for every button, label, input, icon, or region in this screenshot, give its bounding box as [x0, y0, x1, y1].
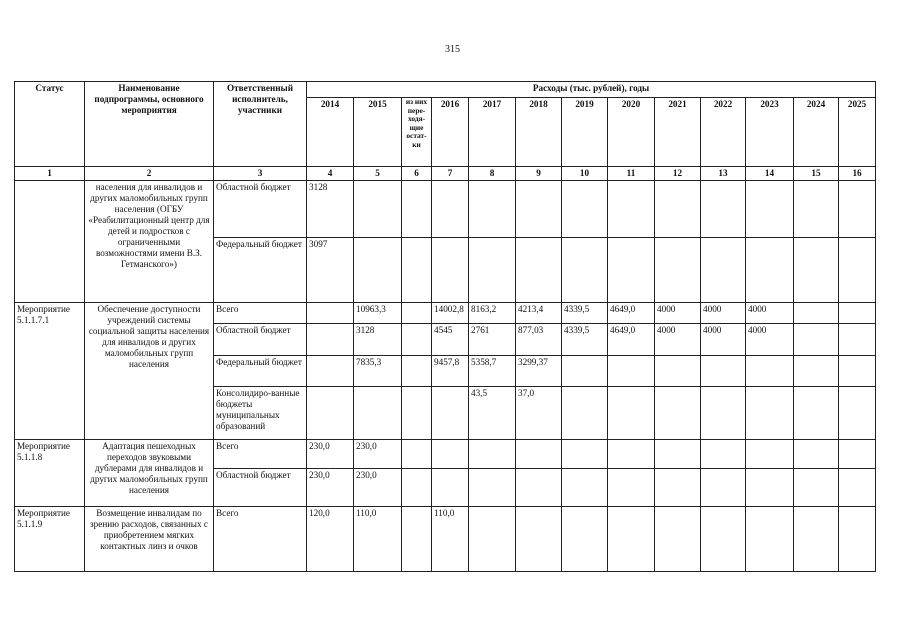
- value-cell: [562, 507, 608, 572]
- value-cell: [839, 324, 876, 356]
- value-cell: [701, 238, 746, 303]
- value-cell: 8163,2: [469, 303, 516, 324]
- value-cell: [746, 238, 794, 303]
- column-number: 2: [85, 167, 214, 181]
- value-cell: 4545: [432, 324, 469, 356]
- value-cell: 4213,4: [516, 303, 562, 324]
- activity-name-cell: Обеспечение доступности учреждений системы социальной защиты населения для инвалидов и других маломобильных групп населения: [85, 303, 214, 440]
- value-cell: 4339,5: [562, 324, 608, 356]
- value-cell: [516, 469, 562, 507]
- value-cell: [794, 387, 839, 440]
- value-cell: [402, 356, 432, 387]
- value-cell: [562, 469, 608, 507]
- participant-cell: Федеральный бюджет: [214, 356, 307, 387]
- value-cell: 3097: [307, 238, 354, 303]
- column-number: 3: [214, 167, 307, 181]
- value-cell: [655, 507, 701, 572]
- value-cell: [469, 469, 516, 507]
- value-cell: [562, 356, 608, 387]
- value-cell: 3299,37: [516, 356, 562, 387]
- value-cell: [402, 181, 432, 238]
- value-cell: [746, 356, 794, 387]
- value-cell: 43,5: [469, 387, 516, 440]
- value-cell: [402, 324, 432, 356]
- value-cell: 10963,3: [354, 303, 402, 324]
- value-cell: [839, 303, 876, 324]
- header-year: 2025: [839, 98, 876, 167]
- table-row: [15, 507, 876, 572]
- column-number: 11: [608, 167, 655, 181]
- value-cell: 2761: [469, 324, 516, 356]
- value-cell: [608, 469, 655, 507]
- column-number: 12: [655, 167, 701, 181]
- value-cell: [839, 440, 876, 469]
- value-cell: 5358,7: [469, 356, 516, 387]
- participant-cell: Областной бюджет: [214, 324, 307, 356]
- value-cell: [839, 507, 876, 572]
- value-cell: [402, 507, 432, 572]
- column-number: 13: [701, 167, 746, 181]
- header-year: 2014: [307, 98, 354, 167]
- status-cell: [15, 181, 85, 303]
- value-cell: [839, 238, 876, 303]
- value-cell: [701, 440, 746, 469]
- value-cell: [354, 387, 402, 440]
- participant-cell: Консолидиро-ванные бюджеты муниципальных образований: [214, 387, 307, 440]
- value-cell: [608, 238, 655, 303]
- column-number: 6: [402, 167, 432, 181]
- value-cell: [839, 469, 876, 507]
- value-cell: [839, 181, 876, 238]
- value-cell: [562, 181, 608, 238]
- value-cell: 110,0: [432, 507, 469, 572]
- value-cell: [701, 387, 746, 440]
- value-cell: [608, 356, 655, 387]
- value-cell: [469, 507, 516, 572]
- value-cell: [794, 356, 839, 387]
- value-cell: [469, 181, 516, 238]
- value-cell: [562, 238, 608, 303]
- column-number: 7: [432, 167, 469, 181]
- column-number: 8: [469, 167, 516, 181]
- table-row: [15, 440, 876, 469]
- budget-table: [14, 81, 876, 572]
- column-number: 14: [746, 167, 794, 181]
- header-year: 2023: [746, 98, 794, 167]
- column-number: 10: [562, 167, 608, 181]
- value-cell: [402, 440, 432, 469]
- value-cell: [608, 440, 655, 469]
- value-cell: [839, 387, 876, 440]
- value-cell: [746, 440, 794, 469]
- value-cell: 4000: [701, 303, 746, 324]
- value-cell: 4649,0: [608, 303, 655, 324]
- value-cell: 37,0: [516, 387, 562, 440]
- value-cell: 9457,8: [432, 356, 469, 387]
- header-year: 2018: [516, 98, 562, 167]
- value-cell: [655, 181, 701, 238]
- value-cell: [794, 181, 839, 238]
- value-cell: 877,03: [516, 324, 562, 356]
- table-row: [15, 303, 876, 324]
- value-cell: [307, 356, 354, 387]
- status-cell: Мероприятие 5.1.1.7.1: [15, 303, 85, 440]
- value-cell: [794, 324, 839, 356]
- value-cell: [701, 469, 746, 507]
- participant-cell: Областной бюджет: [214, 469, 307, 507]
- header-expenses: Расходы (тыс. рублей), годы: [307, 82, 876, 98]
- value-cell: [402, 238, 432, 303]
- value-cell: [516, 440, 562, 469]
- table-row: [15, 181, 876, 238]
- participant-cell: Федеральный бюджет: [214, 238, 307, 303]
- value-cell: [655, 469, 701, 507]
- value-cell: [354, 238, 402, 303]
- value-cell: 4000: [655, 324, 701, 356]
- value-cell: 230,0: [307, 469, 354, 507]
- status-cell: Мероприятие 5.1.1.8: [15, 440, 85, 507]
- activity-name-cell: населения для инвалидов и других маломобильных групп населения (ОГБУ «Реабилитационный центр для детей и подростков с ограниченными возможностями имени В.З. Гетманского»): [85, 181, 214, 303]
- header-year: 2022: [701, 98, 746, 167]
- value-cell: [794, 469, 839, 507]
- value-cell: [469, 238, 516, 303]
- value-cell: 4000: [746, 303, 794, 324]
- header-year: 2020: [608, 98, 655, 167]
- value-cell: [307, 324, 354, 356]
- value-cell: [701, 356, 746, 387]
- value-cell: 4000: [655, 303, 701, 324]
- participant-cell: Всего: [214, 507, 307, 572]
- header-year: 2021: [655, 98, 701, 167]
- value-cell: 4000: [746, 324, 794, 356]
- participant-cell: Всего: [214, 303, 307, 324]
- value-cell: [608, 181, 655, 238]
- value-cell: [432, 387, 469, 440]
- value-cell: 4339,5: [562, 303, 608, 324]
- value-cell: [746, 181, 794, 238]
- column-number: 16: [839, 167, 876, 181]
- value-cell: [402, 303, 432, 324]
- value-cell: [794, 303, 839, 324]
- value-cell: [746, 469, 794, 507]
- value-cell: [307, 387, 354, 440]
- value-cell: 120,0: [307, 507, 354, 572]
- value-cell: [432, 469, 469, 507]
- column-number: 4: [307, 167, 354, 181]
- header-year: 2017: [469, 98, 516, 167]
- value-cell: [516, 507, 562, 572]
- value-cell: [655, 440, 701, 469]
- value-cell: [562, 387, 608, 440]
- column-number: 5: [354, 167, 402, 181]
- value-cell: [516, 238, 562, 303]
- value-cell: 4000: [701, 324, 746, 356]
- header-responsible: Ответственный исполнитель, участники: [214, 82, 307, 167]
- header-year: 2015: [354, 98, 402, 167]
- value-cell: 4649,0: [608, 324, 655, 356]
- value-cell: [655, 238, 701, 303]
- header-year: 2016: [432, 98, 469, 167]
- value-cell: [655, 387, 701, 440]
- value-cell: [746, 387, 794, 440]
- value-cell: [354, 181, 402, 238]
- activity-name-cell: Возмещение инвалидам по зрению расходов, связанных с приобретением мягких контактных линз и очков: [85, 507, 214, 572]
- value-cell: 3128: [307, 181, 354, 238]
- value-cell: [746, 507, 794, 572]
- value-cell: [469, 440, 516, 469]
- value-cell: [516, 181, 562, 238]
- value-cell: [794, 238, 839, 303]
- value-cell: [701, 181, 746, 238]
- column-number: 1: [15, 167, 85, 181]
- participant-cell: Всего: [214, 440, 307, 469]
- header-status: Статус: [15, 82, 85, 167]
- value-cell: 230,0: [354, 469, 402, 507]
- participant-cell: Областной бюджет: [214, 181, 307, 238]
- value-cell: [307, 303, 354, 324]
- value-cell: 14002,8: [432, 303, 469, 324]
- value-cell: 110,0: [354, 507, 402, 572]
- value-cell: 3128: [354, 324, 402, 356]
- value-cell: 7835,3: [354, 356, 402, 387]
- value-cell: [402, 469, 432, 507]
- value-cell: [839, 356, 876, 387]
- value-cell: [794, 440, 839, 469]
- header-name: Наименование подпрограммы, основного мероприятия: [85, 82, 214, 167]
- status-cell: Мероприятие 5.1.1.9: [15, 507, 85, 572]
- value-cell: [701, 507, 746, 572]
- value-cell: 230,0: [354, 440, 402, 469]
- value-cell: [432, 181, 469, 238]
- page-number: 315: [445, 44, 460, 55]
- value-cell: 230,0: [307, 440, 354, 469]
- header-year: из них пере-ходя-щие остат-ки: [402, 98, 432, 167]
- column-number: 15: [794, 167, 839, 181]
- value-cell: [608, 387, 655, 440]
- column-number: 9: [516, 167, 562, 181]
- activity-name-cell: Адаптация пешеходных переходов звуковыми дублерами для инвалидов и других маломобильных групп населения: [85, 440, 214, 507]
- value-cell: [794, 507, 839, 572]
- value-cell: [562, 440, 608, 469]
- value-cell: [402, 387, 432, 440]
- value-cell: [432, 440, 469, 469]
- value-cell: [608, 507, 655, 572]
- header-year: 2024: [794, 98, 839, 167]
- value-cell: [655, 356, 701, 387]
- value-cell: [432, 238, 469, 303]
- header-year: 2019: [562, 98, 608, 167]
